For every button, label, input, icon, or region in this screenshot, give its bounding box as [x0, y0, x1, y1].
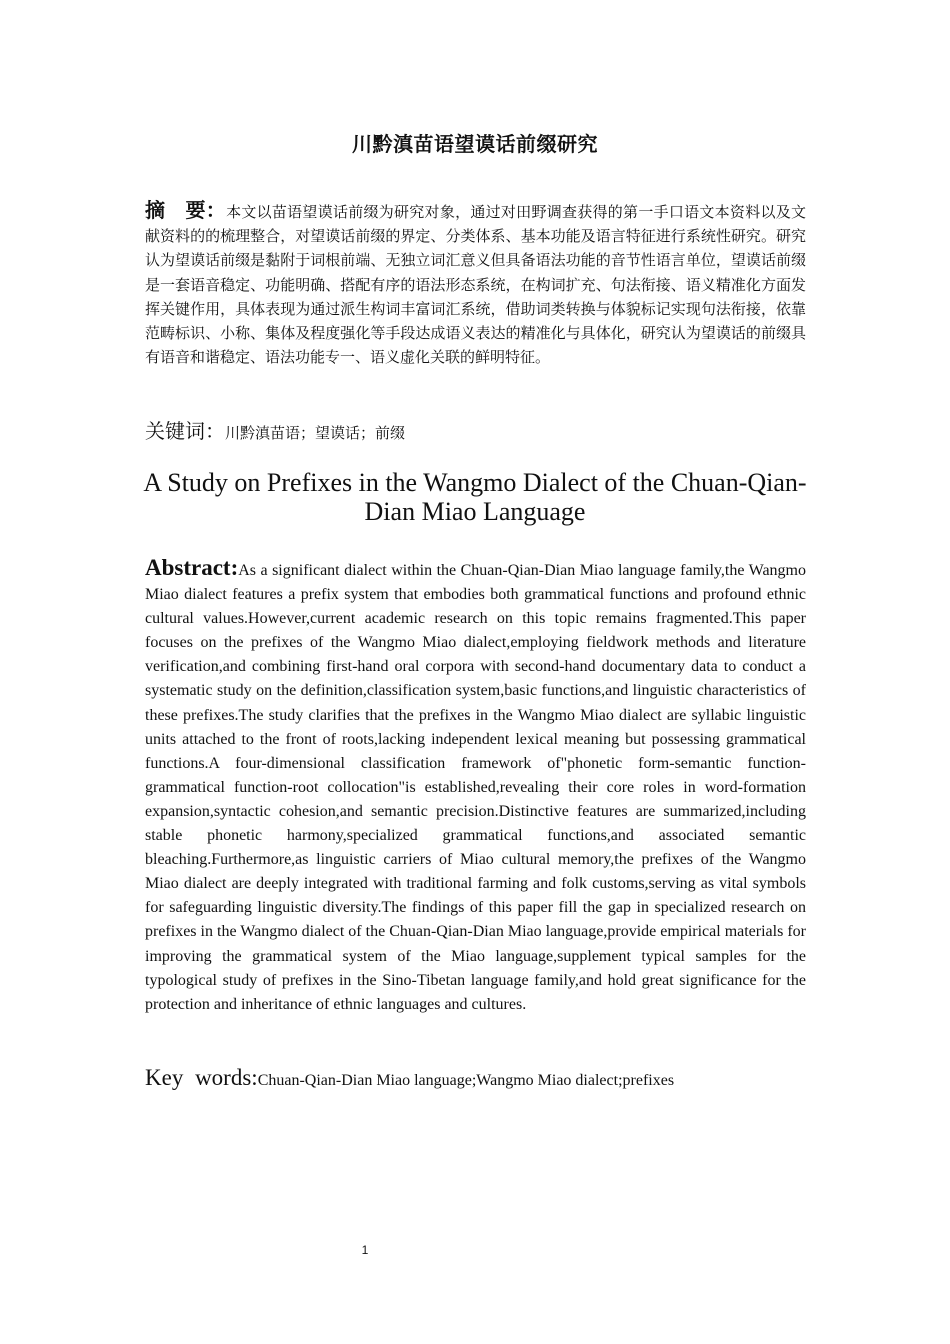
english-keywords [145, 1064, 806, 1095]
english-abstract [145, 556, 806, 1017]
english-abstract-text: As a significant dialect within the Chuan-Qian-Dian Miao language family,the Wangmo Miao dialect features a prefix system that embodies both grammatical functions and profound ethnic cultural values.However,current academic research on this topic remains fragmented.This paper focuses on the prefixes of the Wangmo Miao dialect,employing fieldwork methods and literature verification,and combining first-hand oral corpora with second-hand documentary data to conduct a systematic study on the definition,classification system,basic functions,and linguistic characteristics of these prefixes.The study clarifies that the prefixes in the Wangmo Miao dialect are syllabic linguistic units attached to the front of roots,lacking independent lexical meaning but possessing grammatical functions.A four-dimensional classification framework of"phonetic form-semantic function-grammatical function-root collocation"is established,revealing their core roles in word-formation expansion,syntactic cohesion,and semantic precision.Distinctive features are summarized,including stable phonetic harmony,specialized grammatical functions,and associated semantic bleaching.Furthermore,as linguistic carriers of Miao cultural memory,the prefixes of the Wangmo Miao dialect are deeply integrated with traditional farming and folk customs,serving as vital symbols for safeguarding linguistic diversity.The findings of this paper fill the gap in specialized research on prefixes in the Wangmo dialect of the Chuan-Qian-Dian Miao language,provide empirical materials for improving the grammatical system of the Miao language,supplement typical samples for the typological study of prefixes in the Sino-Tibetan language family,and hold great significance for the protection and inheritance of ethnic languages and cultures. [145, 562, 806, 1013]
chinese-keywords-text: 川黔滇苗语；望谟话；前缀 [225, 424, 406, 442]
chinese-keywords [145, 418, 806, 446]
chinese-title: 川黔滇苗语望谟话前缀研究 [352, 132, 598, 156]
english-keywords-text: Chuan-Qian-Dian Miao language;Wangmo Miao dialect;prefixes [257, 1072, 675, 1089]
chinese-abstract [145, 198, 806, 369]
chinese-abstract-label: 摘 要： [145, 198, 227, 222]
english-title: A Study on Prefixes in the Wangmo Dialect of the Chuan-Qian-Dian Miao Language [143, 468, 807, 526]
chinese-abstract-text: 本文以苗语望谟话前缀为研究对象，通过对田野调查获得的第一手口语文本资料以及文献资料的的梳理整合，对望谟话前缀的界定、分类体系、基本功能及语言特征进行系统性研究。研究认为望谟话前缀是黏附于词根前端、无独立词汇意义但具备语法功能的音节性语言单位，望谟话前缀是一套语音稳定、功能明确、搭配有序的语法形态系统，在构词扩充、句法衔接、语义精准化方面发挥关键作用，具体表现为通过派生构词丰富词汇系统，借助词类转换与体貌标记实现句法衔接，依靠范畴标识、小称、集体及程度强化等手段达成语义表达的精准化与具体化，研究认为望谟话的前缀具有语音和谐稳定、语法功能专一、语义虚化关联的鲜明特征。 [145, 203, 806, 367]
english-keywords-label: Key words: [145, 1065, 258, 1090]
page-number: 1 [361, 1243, 369, 1257]
chinese-keywords-label: 关键词： [145, 419, 225, 443]
english-abstract-label: Abstract: [145, 555, 239, 580]
